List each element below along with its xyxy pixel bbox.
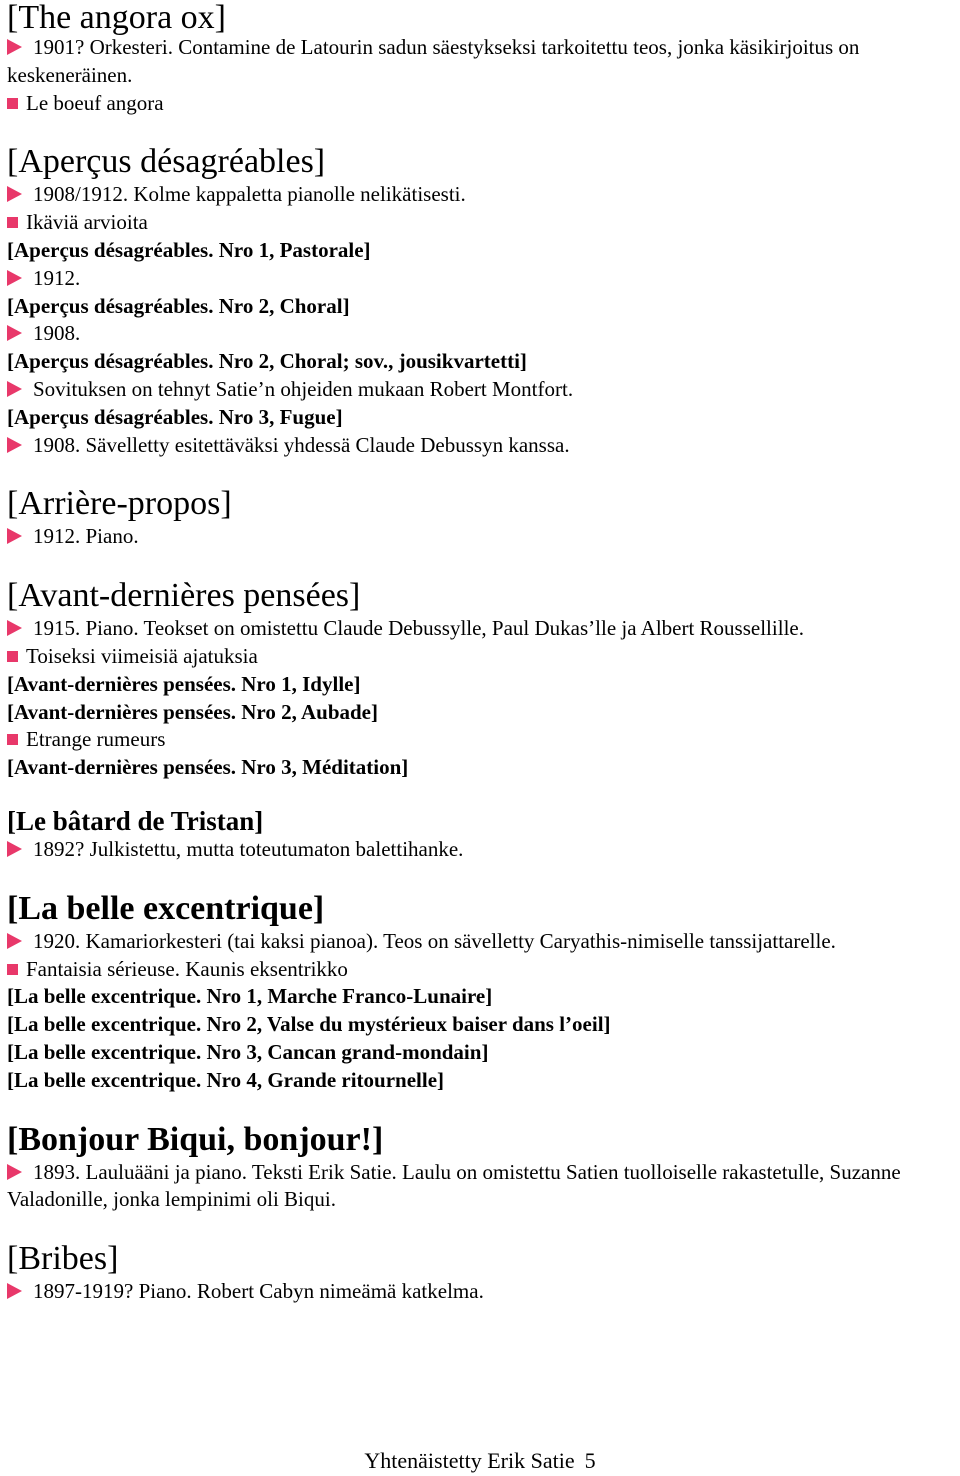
entry-info bbox=[7, 836, 953, 864]
sub-entry-info bbox=[7, 320, 953, 348]
sub-entry-title: [La belle excentrique. Nro 3, Cancan grand-mondain] bbox=[7, 1039, 489, 1064]
entry-alt-title-text: Toiseksi viimeisiä ajatuksia bbox=[26, 643, 258, 668]
entry-angora-ox bbox=[7, 0, 953, 117]
document-page bbox=[7, 0, 953, 1306]
entry-info bbox=[7, 1278, 953, 1306]
entry-info-text: 1908/1912. Kolme kappaletta pianolle nelikätisesti. bbox=[33, 182, 466, 207]
entry-title: [La belle excentrique] bbox=[7, 889, 325, 927]
sub-entry-info-text: 1908. Sävelletty esitettäväksi yhdessä Claude Debussyn kanssa. bbox=[33, 432, 570, 457]
entry-alt-title-text: Ikäviä arvioita bbox=[26, 210, 148, 235]
entry-info bbox=[7, 523, 953, 551]
entry-info-text: 1897-1919? Piano. Robert Cabyn nimeämä katkelma. bbox=[33, 1279, 484, 1304]
sub-entry-title: [Avant-dernières pensées. Nro 1, Idylle] bbox=[7, 671, 361, 696]
square-icon bbox=[7, 964, 18, 975]
entry-alt-title bbox=[7, 643, 953, 671]
triangle-right-icon bbox=[7, 841, 22, 857]
triangle-right-icon bbox=[7, 381, 22, 397]
entry-info-text: 1920. Kamariorkesteri (tai kaksi pianoa). Teos on sävelletty Caryathis-nimiselle tanssijattarelle. bbox=[33, 928, 836, 953]
entry-info bbox=[7, 1159, 953, 1215]
square-icon bbox=[7, 98, 18, 109]
entry-info-text: 1912. Piano. bbox=[33, 524, 139, 549]
entry-title: [Bribes] bbox=[7, 1240, 119, 1278]
sub-entry-title: [La belle excentrique. Nro 1, Marche Franco-Lunaire] bbox=[7, 984, 493, 1009]
sub-entry-info-text: 1908. bbox=[33, 321, 81, 346]
entry-info-text: 1901? Orkesteri. Contamine de Latourin sadun säestykseksi tarkoitettu teos, jonka käsikirjoitus on keskeneräinen. bbox=[7, 35, 860, 87]
entry-alt-title bbox=[7, 209, 953, 237]
entry-alt-title-text: Le boeuf angora bbox=[26, 90, 164, 115]
triangle-right-icon bbox=[7, 186, 22, 202]
entry-title: [Le bâtard de Tristan] bbox=[7, 805, 264, 836]
entry-alt-title bbox=[7, 90, 953, 118]
triangle-right-icon bbox=[7, 325, 22, 341]
entry-info bbox=[7, 615, 953, 643]
entry-info bbox=[7, 34, 953, 90]
sub-entry-title: [Aperçus désagréables. Nro 2, Choral] bbox=[7, 293, 350, 318]
triangle-right-icon bbox=[7, 437, 22, 453]
entry-info bbox=[7, 181, 953, 209]
footer-text: Yhtenäistetty Erik Satie bbox=[364, 1448, 575, 1473]
entry-alt-title bbox=[7, 726, 953, 754]
entry-title: [The angora ox] bbox=[7, 0, 227, 36]
triangle-right-icon bbox=[7, 1283, 22, 1299]
entry-title: [Arrière-propos] bbox=[7, 485, 232, 523]
entry-le-batard-de-tristan bbox=[7, 806, 953, 864]
triangle-right-icon bbox=[7, 1164, 22, 1180]
sub-entry-info bbox=[7, 376, 953, 404]
sub-entry-title: [Aperçus désagréables. Nro 1, Pastorale] bbox=[7, 237, 371, 262]
triangle-right-icon bbox=[7, 620, 22, 636]
sub-entry-title: [Aperçus désagréables. Nro 2, Choral; sov., jousikvartetti] bbox=[7, 349, 527, 374]
square-icon bbox=[7, 217, 18, 228]
sub-entry-title: [Aperçus désagréables. Nro 3, Fugue] bbox=[7, 404, 343, 429]
entry-la-belle-excentrique bbox=[7, 889, 953, 1095]
page-number: 5 bbox=[584, 1448, 596, 1473]
entry-info-text: 1893. Lauluääni ja piano. Teksti Erik Satie. Laulu on omistettu Satien tuolloiselle rakastetulle, Suzanne Valadonille, jonka lempinimi oli Biqui. bbox=[7, 1159, 901, 1212]
page-footer bbox=[0, 1447, 960, 1475]
sub-entry-info-text: Sovituksen on tehnyt Satie’n ohjeiden mukaan Robert Montfort. bbox=[33, 376, 574, 401]
sub-entry-title: [La belle excentrique. Nro 2, Valse du mystérieux baiser dans l’oeil] bbox=[7, 1012, 611, 1037]
triangle-right-icon bbox=[7, 933, 22, 949]
triangle-right-icon bbox=[7, 39, 22, 55]
sub-entry-info bbox=[7, 265, 953, 293]
entry-bribes bbox=[7, 1242, 953, 1306]
entry-alt-title bbox=[7, 956, 953, 984]
entry-avant-dernieres-pensees bbox=[7, 579, 953, 782]
sub-entry-info bbox=[7, 432, 953, 460]
sub-entry-title: [La belle excentrique. Nro 4, Grande ritournelle] bbox=[7, 1067, 445, 1092]
entry-title: [Aperçus désagréables] bbox=[7, 143, 326, 181]
entry-info-text: 1892? Julkistettu, mutta toteutumaton balettihanke. bbox=[33, 836, 464, 861]
sub-entry-title: [Avant-dernières pensées. Nro 3, Méditation] bbox=[7, 755, 409, 780]
triangle-right-icon bbox=[7, 528, 22, 544]
entry-title: [Avant-dernières pensées] bbox=[7, 577, 361, 615]
sub-entry-info-text: 1912. bbox=[33, 265, 81, 290]
triangle-right-icon bbox=[7, 270, 22, 286]
entry-info bbox=[7, 928, 953, 956]
sub-entry-title: [Avant-dernières pensées. Nro 2, Aubade] bbox=[7, 699, 378, 724]
square-icon bbox=[7, 651, 18, 662]
entry-title: [Bonjour Biqui, bonjour!] bbox=[7, 1120, 384, 1158]
entry-alt-title-text: Etrange rumeurs bbox=[26, 727, 166, 752]
entry-info-text: 1915. Piano. Teokset on omistettu Claude Debussylle, Paul Dukas’lle ja Albert Roussellille. bbox=[33, 616, 804, 641]
entry-apercus-desagreables bbox=[7, 145, 953, 459]
entry-arriere-propos bbox=[7, 487, 953, 551]
entry-bonjour-biqui-bonjour bbox=[7, 1120, 953, 1215]
square-icon bbox=[7, 734, 18, 745]
entry-alt-title-text: Fantaisia sérieuse. Kaunis eksentrikko bbox=[26, 956, 348, 981]
